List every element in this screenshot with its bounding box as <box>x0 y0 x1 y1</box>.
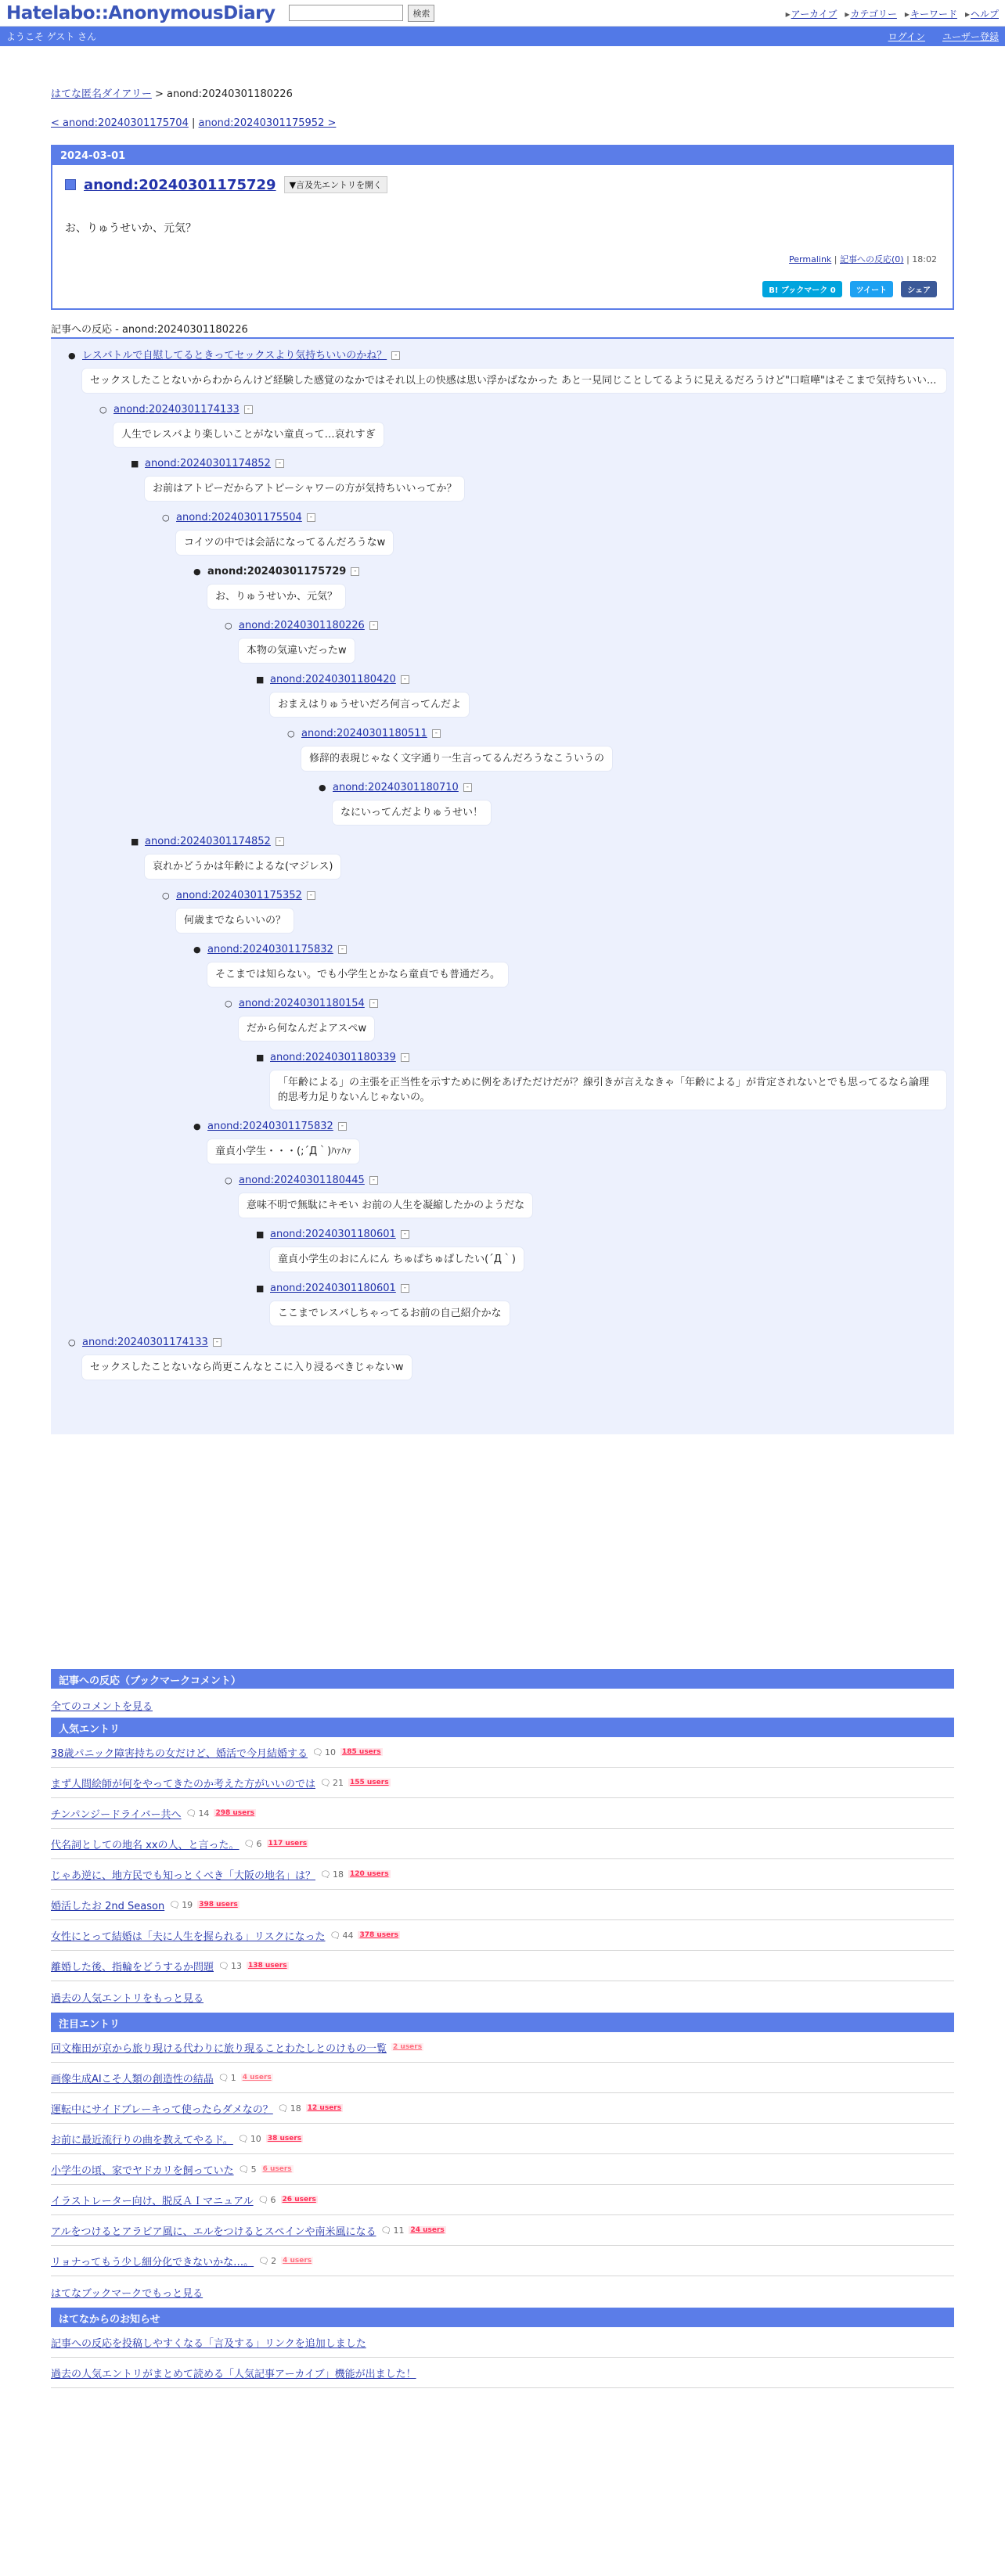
node-comment: だから何なんだよアスペw <box>239 1016 374 1041</box>
register-link[interactable]: ユーザー登録 <box>942 31 999 42</box>
node-comment: コイツの中では会話になってるんだろうなw <box>176 531 393 555</box>
users-badge[interactable]: 138 users <box>247 1962 287 1970</box>
node-comment: 人生でレスバより楽しいことがない童貞って…哀れすぎ <box>113 423 384 447</box>
speech-bubble-icon: 🗨 <box>312 1747 323 1758</box>
top-nav <box>786 7 999 20</box>
entry-link[interactable]: お前に最近流行りの曲を教えてやるド。 <box>51 2134 233 2146</box>
global-header <box>0 0 1005 27</box>
users-badge[interactable]: 38 users <box>267 2135 302 2142</box>
users-badge[interactable]: 12 users <box>307 2104 342 2112</box>
speech-bubble-icon: 🗨 <box>243 1838 255 1849</box>
entry-link[interactable]: まず人間絵師が何をやってきたのか考えた方がいいのでは <box>51 1778 316 1790</box>
node-comment: 童貞小学生のおにんにん ちゅぱちゅぱしたい(´Д｀) <box>270 1247 524 1272</box>
more-bookmark-link[interactable]: はてなブックマークでもっと見る <box>51 2287 204 2300</box>
entry-link[interactable]: イラストレーター向け、脱反ＡＩマニュアル <box>51 2195 254 2207</box>
node-comment: おまえはりゅうせいだろ何言ってんだよ <box>270 693 469 717</box>
notice-item <box>51 2327 954 2358</box>
notice-link[interactable]: 過去の人気エントリがまとめて読める「人気記事アーカイブ」機能が出ました！ <box>51 2368 416 2380</box>
open-referenced-button[interactable]: ▼言及先エントリを開く <box>284 176 387 193</box>
tree-node <box>68 348 954 1389</box>
list-item <box>51 1859 954 1890</box>
comment-count: 🗨 21 <box>320 1777 344 1788</box>
comment-count: 🗨 2 <box>258 2255 277 2266</box>
users-badge[interactable]: 298 users <box>215 1809 255 1817</box>
search-input[interactable] <box>289 5 403 21</box>
list-item <box>51 1920 954 1951</box>
speech-bubble-icon: 🗨 <box>169 1899 181 1910</box>
users-badge[interactable]: 155 users <box>349 1779 389 1786</box>
node-title-link[interactable]: レスバトルで自慰してるときってセックスより気持ちいいのかね？ <box>82 350 387 362</box>
speech-bubble-icon: 🗨 <box>186 1808 197 1819</box>
share-buttons <box>65 281 937 297</box>
speech-bubble-icon: 🗨 <box>237 2133 249 2144</box>
node-comment: 意味不明で無駄にキモい お前の人生を凝縮したかのようだな <box>239 1193 532 1218</box>
hatena-bookmark-button[interactable]: B! ブックマーク 0 <box>762 281 841 297</box>
meta-sep: | <box>903 254 913 264</box>
node-title-link[interactable]: anond:20240301180601 <box>270 1283 396 1294</box>
nav-category[interactable]: ▸ カテゴリー <box>845 7 897 20</box>
node-comment: 修辞的表現じゃなく文字通り一生言ってるんだろうなこういうの <box>301 747 612 771</box>
node-comment: お前はアトピーだからアトピーシャワーの方が気持ちいいってか？ <box>145 477 464 501</box>
list-item <box>51 2063 954 2093</box>
users-badge[interactable]: 26 users <box>282 2196 316 2204</box>
breadcrumb-sep: > <box>151 88 168 100</box>
list-item <box>51 1829 954 1859</box>
facebook-share-button[interactable]: シェア <box>901 281 937 297</box>
nav-archive[interactable]: ▸ アーカイブ <box>786 7 838 20</box>
speech-bubble-icon: 🗨 <box>238 2164 250 2175</box>
node-toggle-icon[interactable]: - <box>276 837 284 846</box>
pager <box>51 117 954 129</box>
nav-help[interactable]: ▸ ヘルプ <box>965 7 999 20</box>
node-title-link[interactable]: anond:20240301180154 <box>239 998 365 1009</box>
comment-count: 🗨 5 <box>238 2164 257 2175</box>
entry-link[interactable]: 離婚した後、指輪をどうするか問題 <box>51 1961 214 1973</box>
permalink-link[interactable]: Permalink <box>789 254 832 264</box>
prev-entry-link[interactable]: < anond:20240301175704 <box>51 117 189 129</box>
entry-link[interactable]: 代名詞としての地名 xxの人、と言った。 <box>51 1839 240 1851</box>
section-heading: 注目エントリ <box>51 2013 954 2032</box>
entry-link[interactable]: リョナってもう少し細分化できないかな…。 <box>51 2256 254 2268</box>
node-toggle-icon[interactable]: - <box>401 675 409 684</box>
users-badge[interactable]: 185 users <box>342 1748 381 1756</box>
node-toggle-icon[interactable]: - <box>338 1122 347 1131</box>
node-toggle-icon[interactable]: - <box>401 1230 409 1239</box>
users-badge[interactable]: 24 users <box>410 2226 445 2234</box>
node-comment: セックスしたことないなら尚更こんなとこに入り浸るべきじゃないw <box>82 1355 412 1380</box>
node-toggle-icon[interactable]: - <box>244 405 253 414</box>
comment-count: 🗨 13 <box>218 1960 242 1971</box>
node-toggle-icon[interactable]: - <box>369 1176 378 1185</box>
notice-link[interactable]: 記事への反応を投稿しやすくなる「言及する」リンクを追加しました <box>51 2337 366 2350</box>
node-comment: セックスしたことないからわからんけど経験した感覚のなかではそれ以上の快感は思い浮かばなかった あと一見同じことしてるように見えるだろうけど"口喧嘩"はそこまで気持ちいい... <box>82 369 946 393</box>
section-heading: 人気エントリ <box>51 1718 954 1737</box>
node-comment: 本物の気違いだったw <box>239 639 355 663</box>
users-badge[interactable]: 120 users <box>349 1870 389 1878</box>
list-item <box>51 2124 954 2154</box>
attention-entries-section <box>51 2013 954 2308</box>
speech-bubble-icon: 🗨 <box>218 2072 229 2083</box>
comment-count: 🗨 10 <box>237 2133 261 2144</box>
node-title-link[interactable]: anond:20240301180511 <box>301 728 427 739</box>
entry-body: お、りゅうせいか、元気？ <box>65 222 196 235</box>
comment-count: 🗨 18 <box>320 1869 344 1880</box>
section-heading: 記事への反応（ブックマークコメント） <box>51 1669 954 1689</box>
main-content <box>51 85 954 2388</box>
node-title-link[interactable]: anond:20240301180420 <box>270 674 396 685</box>
list-item <box>51 2246 954 2276</box>
list-item <box>51 2185 954 2215</box>
speech-bubble-icon: 🗨 <box>258 2194 269 2205</box>
list-item <box>51 2093 954 2124</box>
node-toggle-icon[interactable]: - <box>276 459 284 468</box>
speech-bubble-icon: 🗨 <box>218 1960 229 1971</box>
users-badge[interactable]: 117 users <box>268 1840 308 1847</box>
speech-bubble-icon: 🗨 <box>258 2255 270 2266</box>
node-comment: 「年齢による」の主張を正当性を示すために例をあげただけだが？線引きが言えなきゃ「年齢による」が肯定されないとでも思ってるなら論理的思考力足りないんじゃないの。 <box>270 1070 946 1110</box>
list-item <box>51 1737 954 1768</box>
list-item <box>51 1768 954 1798</box>
node-toggle-icon[interactable]: - <box>307 513 315 522</box>
node-toggle-icon[interactable]: - <box>432 729 441 738</box>
site-logo[interactable]: Hatelabo::AnonymousDiary <box>6 2 276 23</box>
entry-link[interactable]: チンパンジードライバー共へ <box>51 1808 182 1821</box>
node-comment: 何歳までならいいの？ <box>176 908 294 933</box>
node-comment: 童貞小学生・・・(;´Д｀)ﾊｧﾊｧ <box>207 1139 359 1164</box>
search-form <box>289 5 434 22</box>
list-item <box>51 1798 954 1829</box>
speech-bubble-icon: 🗨 <box>320 1777 331 1788</box>
entry-time: 18:02 <box>912 254 937 264</box>
entry-meta <box>65 253 937 265</box>
comment-count: 🗨 6 <box>258 2194 276 2205</box>
users-badge[interactable]: 4 users <box>242 2074 272 2081</box>
list-item <box>51 2215 954 2246</box>
more-popular-link[interactable]: 過去の人気エントリをもっと見る <box>51 1992 204 2005</box>
node-title-link[interactable]: anond:20240301174133 <box>113 404 240 416</box>
node-toggle-icon[interactable]: - <box>401 1053 409 1062</box>
nav-keyword[interactable]: ▸ キーワード <box>905 7 957 20</box>
node-comment: なにいってんだよりゅうせい！ <box>333 801 491 825</box>
node-title-link[interactable]: anond:20240301180226 <box>239 620 365 631</box>
list-item <box>51 1890 954 1920</box>
node-toggle-icon[interactable]: - <box>351 567 359 576</box>
next-entry-link[interactable]: anond:20240301175952 > <box>198 117 337 129</box>
entry-link[interactable]: 運転中にサイドブレーキって使ったらダメなの？ <box>51 2103 273 2116</box>
node-toggle-icon[interactable]: - <box>463 783 472 792</box>
entry-square-icon <box>65 179 76 190</box>
comment-count: 🗨 1 <box>218 2072 236 2083</box>
node-toggle-icon[interactable]: - <box>307 891 315 900</box>
node-title-link[interactable]: anond:20240301180601 <box>270 1229 396 1240</box>
entry-date: 2024-03-01 <box>52 145 953 165</box>
node-comment: ここまでレスバしちゃってるお前の自己紹介かな <box>270 1301 510 1326</box>
list-item <box>51 2154 954 2185</box>
bookmark-comments-section <box>51 1669 954 1718</box>
section-heading: はてなからのお知らせ <box>51 2308 954 2327</box>
node-title-link[interactable]: anond:20240301175352 <box>176 890 302 901</box>
welcome-text: ようこそ ゲスト さん <box>6 31 97 42</box>
pager-sep: | <box>188 117 199 129</box>
comment-count: 🗨 18 <box>277 2103 301 2114</box>
current-node-title: anond:20240301175729 <box>207 566 347 577</box>
speech-bubble-icon: 🗨 <box>320 1869 331 1880</box>
notice-section <box>51 2308 954 2388</box>
breadcrumb-root-link[interactable]: はてな匿名ダイアリー <box>51 88 152 100</box>
list-item <box>51 2032 954 2063</box>
users-badge[interactable]: 4 users <box>283 2257 312 2265</box>
node-toggle-icon[interactable]: - <box>391 351 400 360</box>
node-toggle-icon[interactable]: - <box>213 1338 222 1347</box>
tweet-button[interactable]: ツイート <box>850 281 894 297</box>
entry-link[interactable]: じゃあ逆に、地方民でも知っとくべき「大阪の地名」は？ <box>51 1869 316 1882</box>
users-badge[interactable]: 2 users <box>393 2043 423 2051</box>
breadcrumb <box>51 85 954 100</box>
entry-link[interactable]: 38歳パニック障害持ちの女だけど、婚活で今月結婚する <box>51 1747 308 1760</box>
comment-count: 🗨 10 <box>312 1747 336 1758</box>
node-comment: お、りゅうせいか、元気？ <box>207 585 345 609</box>
node-title-link[interactable]: anond:20240301180445 <box>239 1175 365 1186</box>
entry-link[interactable]: 婚活したお 2nd Season <box>51 1900 165 1912</box>
node-comment: そこまでは知らない。でも小学生とかなら童貞でも普通だろ。 <box>207 962 508 987</box>
reactions-heading: 記事への反応 - anond:20240301180226 <box>51 321 954 339</box>
speech-bubble-icon: 🗨 <box>330 1930 341 1941</box>
comment-count: 🗨 19 <box>169 1899 193 1910</box>
comment-count: 🗨 6 <box>243 1838 262 1849</box>
notice-item <box>51 2358 954 2388</box>
node-toggle-icon[interactable]: - <box>338 945 347 954</box>
node-title-link[interactable]: anond:20240301174133 <box>82 1337 208 1348</box>
comment-count: 🗨 44 <box>330 1930 354 1941</box>
comment-count: 🗨 11 <box>380 2225 405 2236</box>
node-title-link[interactable]: anond:20240301174852 <box>145 458 271 470</box>
users-badge[interactable]: 6 users <box>262 2165 292 2173</box>
users-badge[interactable]: 398 users <box>199 1901 238 1909</box>
entry-link[interactable]: アルをつけるとアラビア風に、エルをつけるとスペインや南米風になる <box>51 2225 376 2238</box>
speech-bubble-icon: 🗨 <box>380 2225 392 2236</box>
node-comment: 哀れかどうかは年齢によるな(マジレス) <box>145 854 340 879</box>
login-link[interactable]: ログイン <box>888 31 925 42</box>
node-toggle-icon[interactable]: - <box>369 999 378 1008</box>
breadcrumb-current: anond:20240301180226 <box>167 88 293 100</box>
entry-link[interactable]: 画像生成AIこそ人類の創造性の結晶 <box>51 2073 214 2085</box>
popular-entries-section <box>51 1718 954 2013</box>
node-title-link[interactable]: anond:20240301180339 <box>270 1052 396 1063</box>
ad-space <box>51 1434 954 1669</box>
node-toggle-icon[interactable]: - <box>369 621 378 630</box>
users-badge[interactable]: 378 users <box>359 1931 399 1939</box>
entry-title-link[interactable]: anond:20240301175729 <box>84 176 276 193</box>
search-button[interactable]: 検索 <box>408 5 434 22</box>
entry-link[interactable]: 回文権田が京から旅り現ける代わりに旅り現ることわたしとのけもの一覧 <box>51 2042 387 2055</box>
reactions-link[interactable]: 記事への反応(0) <box>840 254 904 264</box>
node-toggle-icon[interactable]: - <box>401 1284 409 1293</box>
comment-count: 🗨 14 <box>186 1808 210 1819</box>
meta-sep: | <box>831 254 840 264</box>
node-title-link[interactable]: anond:20240301175504 <box>176 512 302 523</box>
entry-link[interactable]: 女性にとって結婚は「夫に人生を握られる」リスクになった <box>51 1930 326 1943</box>
list-item <box>51 1951 954 1981</box>
speech-bubble-icon: 🗨 <box>277 2103 289 2114</box>
node-title-link[interactable]: anond:20240301175832 <box>207 1121 333 1132</box>
entry-box <box>51 145 954 310</box>
user-bar <box>0 27 1005 46</box>
reaction-tree <box>51 339 954 1434</box>
all-comments-link[interactable]: 全てのコメントを見る <box>51 1701 153 1713</box>
entry-link[interactable]: 小学生の頃、家でヤドカリを飼っていた <box>51 2164 234 2177</box>
node-title-link[interactable]: anond:20240301175832 <box>207 944 333 955</box>
node-title-link[interactable]: anond:20240301180710 <box>333 782 459 793</box>
node-title-link[interactable]: anond:20240301174852 <box>145 836 271 847</box>
